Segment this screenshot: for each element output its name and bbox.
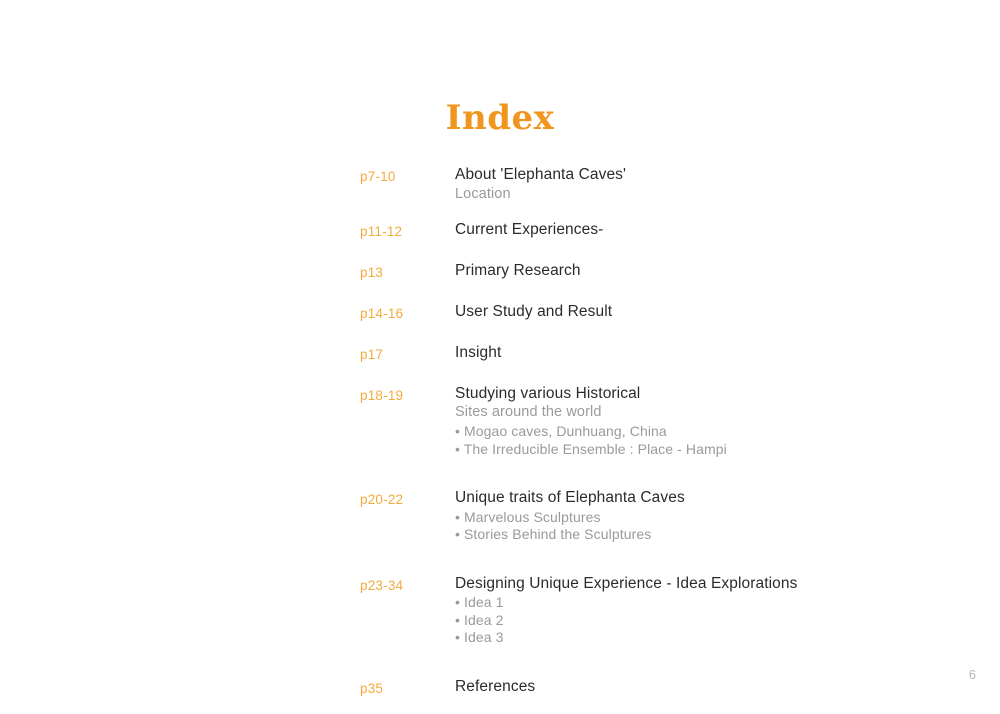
page-title: Index — [445, 98, 555, 138]
toc-entry-bullets — [455, 594, 960, 647]
list-item: • Idea 2 — [455, 611, 504, 628]
toc-entry-pages: p35 — [360, 680, 384, 696]
toc-entry[interactable] — [360, 343, 960, 364]
toc-entry-title: References — [455, 677, 536, 695]
toc-entry-body — [455, 302, 960, 322]
toc-entry-pages: p18-19 — [360, 387, 404, 403]
list-item: • The Irreducible Ensemble : Place - Hampi — [455, 440, 727, 457]
toc-entry-title: Unique traits of Elephanta Caves — [455, 489, 685, 506]
toc-entry-title: User Study and Result — [455, 302, 613, 320]
toc-entry[interactable] — [360, 677, 960, 698]
toc-entry-body — [455, 220, 960, 240]
list-item: • Idea 3 — [455, 629, 504, 645]
toc-entry-pages: p13 — [360, 264, 384, 280]
list-item: • Idea 1 — [455, 594, 504, 610]
toc-entry-title: About 'Elephanta Caves' — [455, 166, 627, 183]
list-item: • Mogao caves, Dunhuang, China — [455, 423, 667, 439]
toc-entry-pages: p14-16 — [360, 305, 404, 321]
toc-entry-subtitle: Location — [455, 185, 511, 202]
toc-entry-pages: p7-10 — [360, 169, 396, 184]
toc-entry-subtitle: Sites around the world — [455, 404, 602, 420]
list-item: • Marvelous Sculptures — [455, 508, 601, 525]
toc-entry-body — [455, 574, 960, 647]
toc-entry-body — [455, 343, 960, 363]
toc-entry-title: Studying various Historical — [455, 384, 641, 402]
toc-entry-body — [455, 384, 960, 459]
list-item: • Stories Behind the Sculptures — [455, 526, 652, 542]
toc-entry-pages: p20-22 — [360, 492, 404, 507]
toc-entry-body — [455, 261, 960, 281]
toc-entry-body — [455, 677, 960, 697]
table-of-contents — [360, 165, 960, 714]
toc-entry-pages: p17 — [360, 346, 384, 362]
toc-entry[interactable] — [360, 488, 960, 544]
toc-entry[interactable] — [360, 384, 960, 459]
toc-entry-pages: p11-12 — [360, 223, 403, 239]
toc-entry[interactable] — [360, 574, 960, 647]
toc-entry-title: Insight — [455, 343, 502, 361]
toc-entry-bullets — [455, 509, 960, 544]
toc-entry-body — [455, 488, 960, 544]
toc-entry[interactable] — [360, 302, 960, 323]
toc-entry[interactable] — [360, 165, 960, 204]
toc-entry[interactable] — [360, 220, 960, 241]
toc-entry-bullets — [455, 423, 960, 458]
toc-entry[interactable] — [360, 261, 960, 282]
toc-entry-body — [455, 165, 960, 204]
toc-entry-title: Current Experiences- — [455, 220, 604, 238]
toc-entry-title: Primary Research — [455, 261, 581, 279]
toc-entry-pages: p23-34 — [360, 577, 404, 593]
page-number: 6 — [968, 667, 976, 682]
toc-entry-title: Designing Unique Experience - Idea Explorations — [455, 574, 798, 592]
